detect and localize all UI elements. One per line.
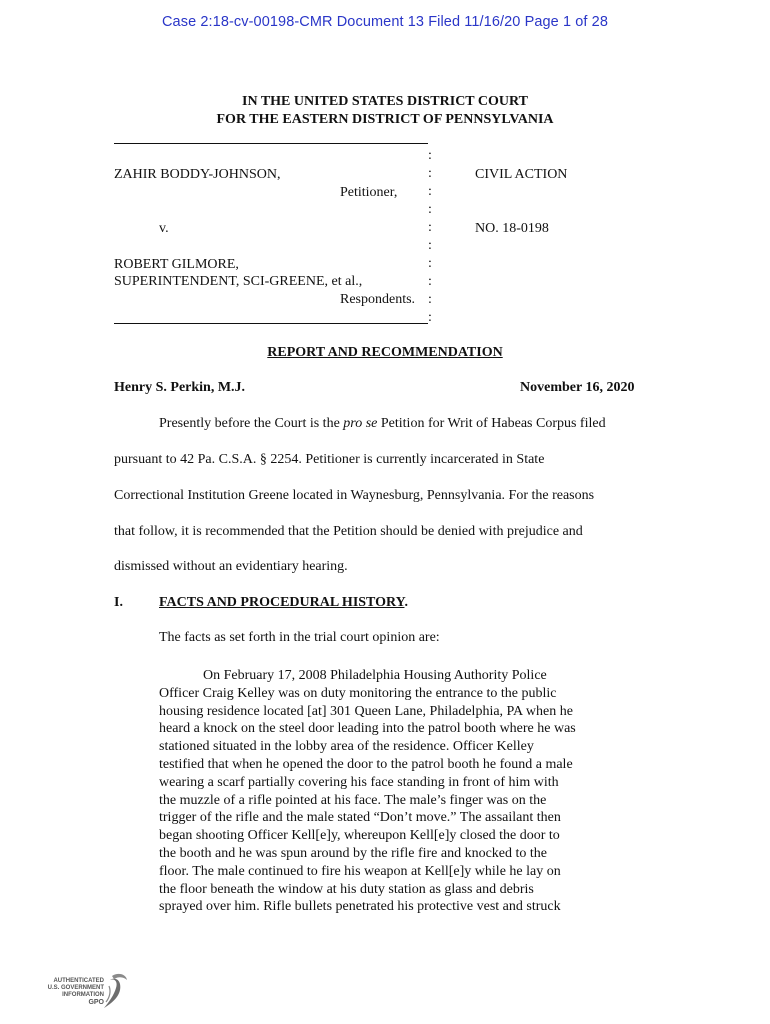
respondent-role: Respondents. <box>340 292 416 307</box>
quote-line: the booth and he was spun around by the rifle fire and knocked to the <box>159 845 548 861</box>
respondent-name-line1: ROBERT GILMORE, <box>114 257 239 272</box>
quote-line: stationed situated in the lobby area of the residence. Officer Kelley <box>159 739 534 755</box>
judge-name: Henry S. Perkin, M.J. <box>114 380 246 395</box>
civil-action-label: CIVIL ACTION <box>475 167 568 182</box>
caption-colon: : <box>428 184 432 199</box>
petitioner-name: ZAHIR BODDY-JOHNSON, <box>114 167 281 182</box>
quote-line: sprayed over him. Rifle bullets penetrated his protective vest and struck <box>159 899 561 915</box>
caption-top-rule <box>114 143 428 144</box>
quote-line: began shooting Officer Kell[e]y, whereupon Kell[e]y closed the door to <box>159 828 560 844</box>
quote-line: heard a knock on the steel door leading into the patrol booth where he was <box>159 721 576 737</box>
caption-colon: : <box>428 274 432 289</box>
filing-stamp: Case 2:18-cv-00198-CMR Document 13 Filed 11/16/20 Page 1 of 28 <box>161 14 608 30</box>
caption-colon: : <box>428 220 432 235</box>
eagle-swoosh-icon <box>100 972 130 1012</box>
quote-line: floor. The male continued to fire his weapon at Kell[e]y while he lay on <box>159 863 561 879</box>
logo-text-line: U.S. GOVERNMENT <box>47 985 104 991</box>
quote-line: wearing a scarf partially covering his face standing in front of him with <box>159 774 559 790</box>
case-number: NO. 18-0198 <box>475 221 549 236</box>
intro-line-5: dismissed without an evidentiary hearing. <box>114 559 348 574</box>
report-date: November 16, 2020 <box>520 380 635 395</box>
report-title: REPORT AND RECOMMENDATION <box>267 345 503 360</box>
logo-text-line: AUTHENTICATED <box>53 978 104 984</box>
caption-colon: : <box>428 238 432 253</box>
caption-colon: : <box>428 310 432 325</box>
intro-line-4: that follow, it is recommended that the Petition should be denied with prejudice and <box>114 524 583 539</box>
caption-bottom-rule <box>114 323 428 324</box>
quote-line: Officer Craig Kelley was on duty monitoring the entrance to the public <box>159 685 557 701</box>
court-name-line2: FOR THE EASTERN DISTRICT OF PENNSYLVANIA <box>216 112 554 127</box>
logo-text <box>44 978 104 999</box>
section-period: . <box>404 595 408 610</box>
intro-italic-text: pro se <box>343 416 378 431</box>
intro-line-3: Correctional Institution Greene located in Waynesburg, Pennsylvania. For the reasons <box>114 488 595 503</box>
quote-line: On February 17, 2008 Philadelphia Housing Authority Police <box>203 668 547 683</box>
section-title: FACTS AND PROCEDURAL HISTORY <box>159 595 405 610</box>
caption-colon: : <box>428 292 432 307</box>
caption-colon: : <box>428 166 432 181</box>
gpo-authenticated-logo <box>44 972 134 1012</box>
intro-line-2: pursuant to 42 Pa. C.S.A. § 2254. Petitioner is currently incarcerated in State <box>114 452 545 467</box>
caption-colon: : <box>428 256 432 271</box>
intro-text: Presently before the Court is the <box>159 416 344 431</box>
section-heading <box>159 595 408 611</box>
intro-text: Petition for Writ of Habeas Corpus filed <box>377 416 606 431</box>
intro-line-1 <box>159 416 606 432</box>
respondent-name-line2: SUPERINTENDENT, SCI-GREENE, et al., <box>114 274 363 289</box>
quote-line: the muzzle of a rifle pointed at his face. The male’s finger was on the <box>159 792 547 808</box>
facts-lead-sentence: The facts as set forth in the trial court opinion are: <box>159 630 440 645</box>
logo-text-line: INFORMATION <box>62 992 104 998</box>
trial-court-quote <box>159 667 614 916</box>
quote-line: the floor beneath the window at his duty station as glass and debris <box>159 881 534 897</box>
quote-line: testified that when he opened the door to the patrol booth he found a male <box>159 756 573 772</box>
court-name-line1: IN THE UNITED STATES DISTRICT COURT <box>242 94 528 109</box>
caption-colon: : <box>428 202 432 217</box>
caption-colon: : <box>428 148 432 163</box>
section-number: I. <box>114 595 123 610</box>
gpo-text: GPO <box>88 999 104 1006</box>
quote-line: trigger of the rifle and the male stated “Don’t move.” The assailant then <box>159 810 561 826</box>
quote-line: housing residence located [at] 301 Queen Lane, Philadelphia, PA when he <box>159 703 573 719</box>
petitioner-role: Petitioner, <box>340 185 398 200</box>
versus-label: v. <box>159 221 169 236</box>
